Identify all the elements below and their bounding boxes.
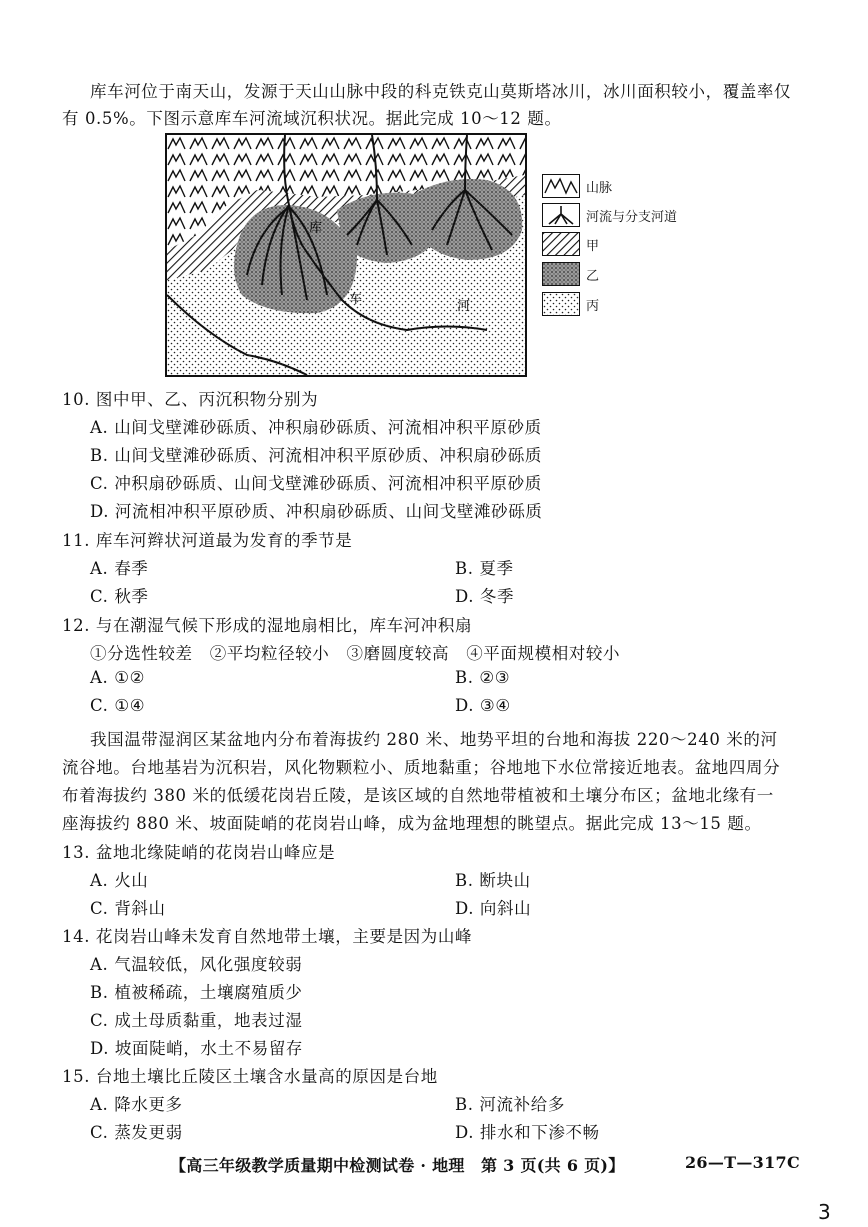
q12-option-a: A. ①② [90,668,145,687]
footer-code: 26—T—317C [685,1153,801,1172]
sparse-dot-pattern-icon [542,292,580,316]
q12-stem: 12. 与在潮湿气候下形成的湿地扇相比，库车河冲积扇 [62,616,473,635]
q14-option-c: C. 成土母质黏重，地表过湿 [90,1011,303,1030]
q14-option-a: A. 气温较低，风化强度较弱 [90,955,303,974]
page-number: 3 [818,1200,831,1224]
legend-label-bing: 丙 [586,298,600,314]
map-legend [542,170,742,330]
q13-stem: 13. 盆地北缘陡峭的花岗岩山峰应是 [62,843,336,862]
q11-option-d: D. 冬季 [455,587,515,606]
q10-option-a: A. 山间戈壁滩砂砾质、冲积扇砂砾质、河流相冲积平原砂质 [90,418,542,437]
q14-option-d: D. 坡面陡峭，水土不易留存 [90,1039,304,1058]
hatch-pattern-icon [542,232,580,256]
q11-stem: 11. 库车河辫状河道最为发育的季节是 [62,531,353,550]
river-branch-pattern-icon [542,203,580,227]
map-label-he: 河 [457,299,471,314]
q15-option-c: C. 蒸发更弱 [90,1123,183,1142]
q13-option-a: A. 火山 [90,871,149,890]
dense-dot-pattern-icon [542,262,580,286]
q15-stem: 15. 台地土壤比丘陵区土壤含水量高的原因是台地 [62,1067,438,1086]
q14-stem: 14. 花岗岩山峰未发育自然地带土壤，主要是因为山峰 [62,927,473,946]
q13-option-b: B. 断块山 [455,871,531,890]
q12-option-b: B. ②③ [455,668,511,687]
q15-option-b: B. 河流补给多 [455,1095,565,1114]
q11-option-b: B. 夏季 [455,559,514,578]
legend-label-jia: 甲 [586,238,600,254]
map-label-che: 车 [349,292,363,307]
intro1-line1: 库车河位于南天山，发源于天山山脉中段的科克铁克山莫斯塔冰川，冰川面积较小，覆盖率仅 [90,82,792,101]
legend-item-bing [542,292,599,316]
q11-option-a: A. 春季 [90,559,149,578]
legend-item-river [542,203,677,227]
intro2-line3: 布着海拔约 380 米的低缓花岗岩丘陵，是该区域的自然地带植被和土壤分布区；盆地北缘有一 [62,786,774,805]
q15-option-a: A. 降水更多 [90,1095,183,1114]
map-label-ku: 库 [309,221,323,236]
q13-option-d: D. 向斜山 [455,899,532,918]
legend-item-mountain [542,174,612,198]
q10-option-b: B. 山间戈壁滩砂砾质、河流相冲积平原砂质、冲积扇砂砾质 [90,446,542,465]
intro2-line4: 座海拔约 880 米、坡面陡峭的花岗岩山峰，成为盆地理想的眺望点。据此完成 13～15 题。 [62,814,762,833]
legend-label-yi: 乙 [586,268,600,284]
kuche-river-sediment-map [165,133,527,377]
intro2-line2: 流谷地。台地基岩为沉积岩，风化物颗粒小、质地黏重；谷地地下水位常接近地表。盆地四周分 [62,758,781,777]
legend-label-river: 河流与分支河道 [586,209,678,225]
q12-option-c: C. ①④ [90,696,146,715]
mountain-pattern-icon [542,174,580,198]
q10-option-d: D. 河流相冲积平原砂质、冲积扇砂砾质、山间戈壁滩砂砾质 [90,502,543,521]
q13-option-c: C. 背斜山 [90,899,166,918]
q11-option-c: C. 秋季 [90,587,149,606]
q10-stem: 10. 图中甲、乙、丙沉积物分别为 [62,390,319,409]
footer-title: 【高三年级教学质量期中检测试卷 · 地理 第 3 页(共 6 页)】 [170,1156,625,1175]
q12-option-d: D. ③④ [455,696,511,715]
legend-item-jia [542,232,599,256]
q12-items: ①分选性较差 ②平均粒径较小 ③磨圆度较高 ④平面规模相对较小 [90,644,621,663]
q15-option-d: D. 排水和下渗不畅 [455,1123,600,1142]
intro1-line2: 有 0.5%。下图示意库车河流域沉积状况。据此完成 10～12 题。 [62,109,562,128]
q10-option-c: C. 冲积扇砂砾质、山间戈壁滩砂砾质、河流相冲积平原砂质 [90,474,542,493]
intro2-line1: 我国温带湿润区某盆地内分布着海拔约 280 米、地势平坦的台地和海拔 220～240 米的河 [90,730,778,749]
q14-option-b: B. 植被稀疏，土壤腐殖质少 [90,983,303,1002]
map-svg [167,135,525,375]
legend-item-yi [542,262,599,286]
legend-label-mountain: 山脉 [586,180,613,196]
